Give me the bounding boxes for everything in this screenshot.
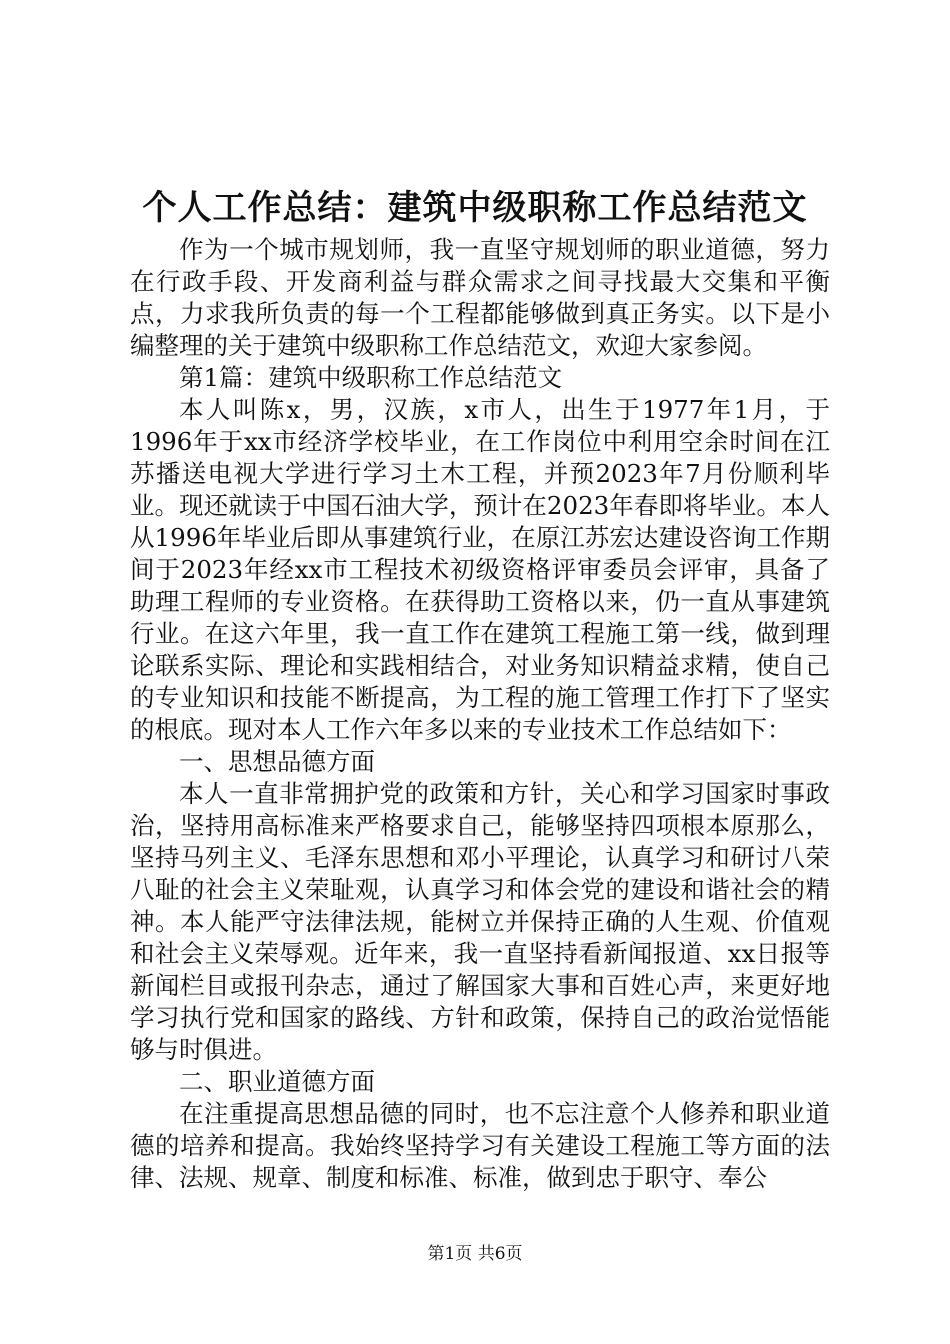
document-title: 个人工作总结：建筑中级职称工作总结范文 xyxy=(142,188,808,228)
intro-paragraph: 作为一个城市规划师，我一直坚守规划师的职业道德，努力在行政手段、开发商利益与群众需求之间寻找最大交集和平衡点，力求我所负责的每一个工程都能够做到真正务实。以下是小编整理的关于建筑中级职称工作总结范文，欢迎大家参阅。 xyxy=(130,235,830,360)
personal-background-paragraph: 本人叫陈x，男，汉族，x市人，出生于1977年1月，于1996年于xx市经济学校毕业，在工作岗位中利用空余时间在江苏播送电视大学进行学习土木工程，并预2023年7月份顺利毕业。现还就读于中国石油大学，预计在2023年春即将毕业。本人从1996年毕业后即从事建筑行业，在原江苏宏达建设咨询工作期间于2023年经xx市工程技术初级资格评审委员会评审，具备了助理工程师的专业资格。在获得助工资格以来，仍一直从事建筑行业。在这六年里，我一直工作在建筑工程施工第一线，做到理论联系实际、理论和实践相结合，对业务知识精益求精，使自己的专业知识和技能不断提高，为工程的施工管理工作打下了坚实的根底。现对本人工作六年多以来的专业技术工作总结如下： xyxy=(130,395,830,744)
document-body xyxy=(130,234,830,1194)
ideology-paragraph: 本人一直非常拥护党的政策和方针，关心和学习国家时事政治，坚持用高标准来严格要求自己，能够坚持四项根本原那么，坚持马列主义、毛泽东思想和邓小平理论，认真学习和研讨八荣八耻的社会主义荣耻观，认真学习和体会党的建设和谐社会的精神。本人能严守法律法规，能树立并保持正确的人生观、价值观和社会主义荣辱观。近年来，我一直坚持看新闻报道、xx日报等新闻栏目或报刊杂志，通过了解国家大事和百姓心声，来更好地学习执行党和国家的路线、方针和政策，保持自己的政治觉悟能够与时俱进。 xyxy=(130,779,830,1064)
page-number-footer: 第1页 共6页 xyxy=(427,1244,523,1264)
section-heading-ideology: 一、思想品德方面 xyxy=(179,747,375,776)
section-heading-part-1: 第1篇：建筑中级职称工作总结范文 xyxy=(179,363,563,392)
section-heading-professional-ethics: 二、职业道德方面 xyxy=(179,1067,375,1096)
professional-ethics-paragraph: 在注重提高思想品德的同时，也不忘注意个人修养和职业道德的培养和提高。我始终坚持学习有关建设工程施工等方面的法律、法规、规章、制度和标准、标准，做到忠于职守、奉公 xyxy=(130,1099,830,1192)
